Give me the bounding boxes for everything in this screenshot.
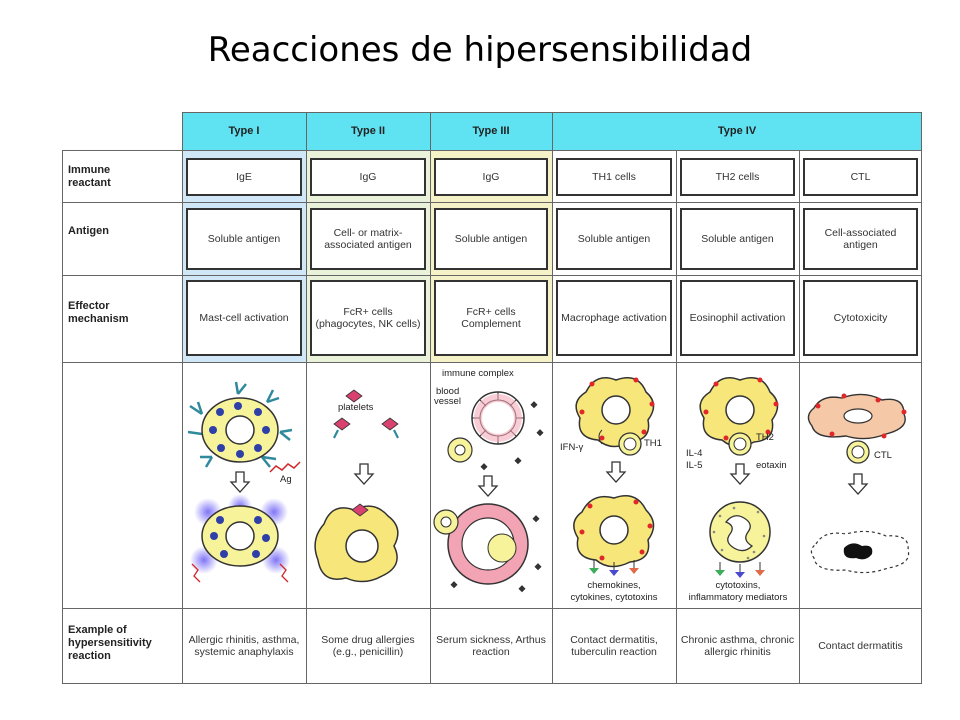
cell-effector-5: Eosinophil activation (680, 280, 795, 356)
cell-antigen-4: Soluble antigen (556, 208, 672, 270)
example-4: Contact dermatitis, tuberculin reaction (570, 633, 658, 658)
label-cytokines: cytokines, cytotoxins (570, 592, 658, 603)
label-platelets: platelets (338, 402, 374, 413)
mast-cell-before (188, 382, 300, 485)
arrow-type3 (479, 476, 497, 496)
example-1: Allergic rhinitis, asthma, systemic anaphylaxis (188, 633, 300, 658)
hypersensitivity-table (62, 112, 922, 684)
example-3: Serum sickness, Arthus reaction (436, 633, 546, 658)
phagocyte (315, 504, 398, 582)
cell-antigen-3: Soluble antigen (434, 208, 548, 270)
arrow-type2 (355, 464, 373, 484)
cell-reactant-2: IgG (310, 158, 426, 196)
example-6: Contact dermatitis (818, 639, 903, 652)
cell-antigen-1: Soluble antigen (186, 208, 302, 270)
cell-effector-2: FcR+ cells (phagocytes, NK cells) (310, 280, 426, 356)
type-header-1: Type I (228, 125, 260, 137)
mast-cell-after (190, 494, 290, 582)
row-label-effector: Effector mechanism (68, 300, 129, 325)
dead-target-cell (811, 531, 908, 572)
arrow-th1 (607, 462, 625, 482)
arrow-ctl (849, 474, 867, 494)
cell-antigen-6: Cell-associated antigen (803, 208, 918, 270)
label-chemokines: chemokines, (587, 580, 641, 591)
cell-effector-6: Cytotoxicity (803, 280, 918, 356)
cell-reactant-3: IgG (434, 158, 548, 196)
slide-title: Reacciones de hipersensibilidad (207, 30, 753, 70)
cell-effector-3: FcR+ cells Complement (434, 280, 548, 356)
cell-antigen-5: Soluble antigen (680, 208, 795, 270)
label-vessel: vessel (434, 396, 461, 407)
type-header-3: Type III (472, 125, 510, 137)
row-label-reactant: Immune reactant (68, 164, 111, 189)
example-5: Chronic asthma, chronic allergic rhinitis (680, 633, 795, 658)
cell-reactant-1: IgE (186, 158, 302, 196)
label-cytotoxins: cytotoxins, (715, 580, 761, 591)
cell-effector-1: Mast-cell activation (186, 280, 302, 356)
cell-reactant-4: TH1 cells (556, 158, 672, 196)
label-th1: TH1 (644, 438, 662, 449)
cell-reactant-5: TH2 cells (680, 158, 795, 196)
macrophage-th1-before (560, 378, 662, 456)
label-ctl: CTL (874, 450, 892, 461)
platelets-group (334, 390, 398, 438)
label-inflammatory: inflammatory mediators (688, 592, 788, 603)
type-header-2: Type II (350, 125, 386, 137)
label-il5: IL-5 (686, 460, 703, 471)
label-ifn: IFN-γ (560, 442, 584, 453)
mechanism-illustrations (62, 112, 922, 684)
row-label-antigen: Antigen (68, 225, 109, 237)
label-immune-complex: immune complex (442, 368, 514, 379)
label-eotaxin: eotaxin (756, 460, 787, 471)
immune-complex-vessel (434, 368, 544, 470)
label-ag: Ag (280, 474, 292, 485)
arrow-th2 (731, 464, 749, 484)
row-label-example: Example of hypersensitivity reaction (68, 624, 152, 662)
cell-reactant-6: CTL (803, 158, 918, 196)
example-2: Some drug allergies (e.g., penicillin) (321, 633, 415, 658)
eosinophil-th2-after (689, 502, 788, 603)
cell-effector-4: Macrophage activation (556, 280, 672, 356)
type-header-4: Type IV (717, 125, 757, 137)
macrophage-th1-after (570, 496, 657, 603)
label-blood: blood (436, 386, 460, 397)
arrow-type1 (231, 472, 249, 492)
label-th2: TH2 (756, 432, 774, 443)
vessel-damage (434, 504, 542, 592)
label-il4: IL-4 (686, 448, 703, 459)
cell-antigen-2: Cell- or matrix-associated antigen (310, 208, 426, 270)
eosinophil-th2-before (686, 378, 787, 472)
target-cell-ctl (808, 394, 906, 464)
